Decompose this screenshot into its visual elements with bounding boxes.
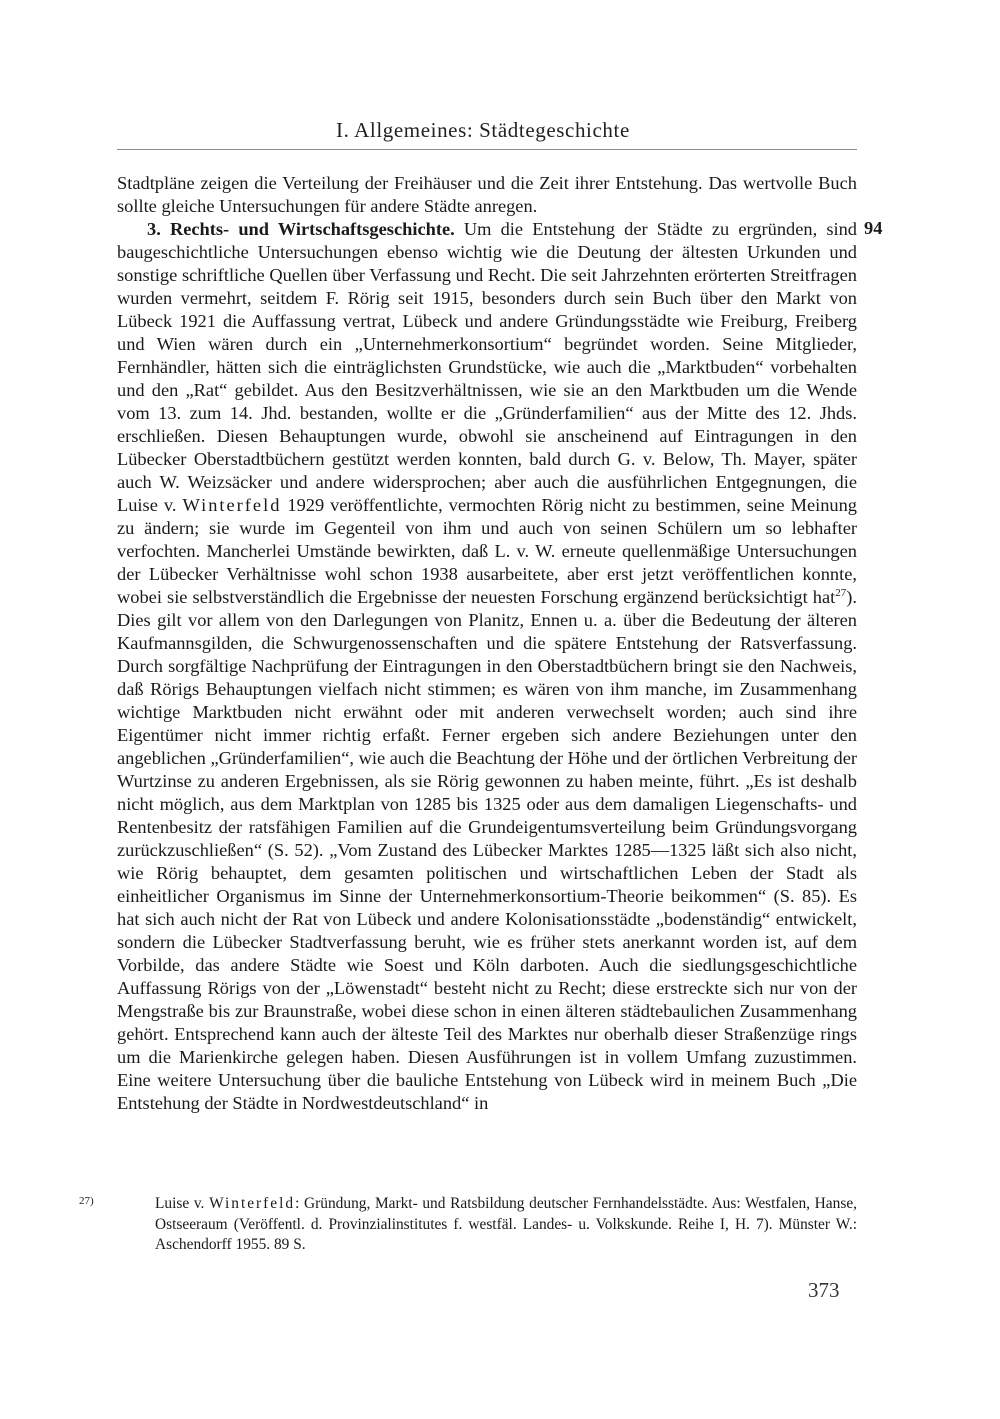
margin-number: 94 (864, 218, 883, 238)
footnote-entry (79, 1194, 857, 1256)
footnote-reference[interactable]: 27 (835, 586, 847, 599)
paragraph-2-part-a: Um die Entstehung der Städte zu ergründen, sind baugeschichtliche Untersuchungen ebenso wichtig wie die Deutung der ältesten Urkunden und sonstige schriftliche Quellen über Verfassung und Recht. Die seit Jahrzehnten erörterten Streitfragen wurden vermehrt, seitdem F. Rörig seit 1915, besonders durch sein Buch über den Markt von Lübeck 1921 die Auffassung vertrat, Lübeck und andere Gründungsstädte wie Freiburg, Freiberg und Wien wären durch ein „Unternehmerkonsortium“ begründet worden. Seine Mitglieder, Fernhändler, hätten sich die einträglichsten Grundstücke, wie auch die „Marktbuden“ vorbehalten und den „Rat“ gebildet. Aus den Besitzverhältnissen, wie sie an den Marktbuden um die Wende vom 13. zum 14. Jhd. bestanden, wollte er die „Gründerfamilien“ aus der Mitte des 12. Jhds. erschließen. Diesen Behauptungen wurde, obwohl sie anscheinend auf Eintragungen in den Lübecker Oberstadtbüchern gestützt werden konnten, bald durch G. v. Below, Th. Mayer, später auch W. Weizsäcker und andere widersprochen; aber auch die ausführlichen Entgegnungen, die Luise v. (117, 219, 857, 515)
header-rule (117, 149, 857, 150)
paragraph-1: Stadtpläne zeigen die Verteilung der Freihäuser und die Zeit ihrer Entstehung. Das wertvolle Buch sollte gleiche Untersuchungen für andere Städte anregen. (117, 173, 857, 216)
footnote-marker: 27) (79, 1195, 94, 1207)
body-text (117, 172, 857, 1115)
footnote-text-a: Luise v. (155, 1195, 210, 1212)
footnote-text-b: : Gründung, Markt- und Ratsbildung deutscher Fernhandelsstädte. Aus: Westfalen, Hanse, Ostseeraum (Veröffentl. d. Provinzialinstitutes f. westfäl. Landes- u. Volkskunde. Reihe I, H. 7). Münster W.: Aschendorff 1955. 89 S. (155, 1195, 857, 1253)
footnote (79, 1194, 857, 1256)
running-head: I. Allgemeines: Städtegeschichte (336, 118, 630, 142)
spaced-author-name: Winterfeld (182, 495, 282, 515)
paragraph-2-part-c: ). Dies gilt vor allem von den Darlegungen von Planitz, Ennen u. a. über die Bedeutung der älteren Kaufmannsgilden, die Schwurgenossenschaften und die spätere Entstehung der Ratsverfassung. Durch sorgfältige Nachprüfung der Eintragungen in den Oberstadtbüchern bringt sie den Nachweis, daß Rörigs Behauptungen vielfach nicht stimmen; es wären von ihm manche, im Zusammenhang wichtige Marktbuden nicht erwähnt oder mit anderen verwechselt worden; auch sind ihre Eigentümer nicht immer richtig erfaßt. Ferner ergeben sich andere Beziehungen unter den angeblichen „Gründerfamilien“, wie auch die Beachtung der Höhe und der örtlichen Verbreitung der Wurtzinse zu anderen Ergebnissen, als sie Rörig gewonnen zu haben meinte, führt. „Es ist deshalb nicht möglich, aus dem Marktplan von 1285 bis 1325 oder aus dem damaligen Liegenschafts- und Rentenbesitz der ratsfähigen Familien auf die Grundeigentumsverteilung beim Gründungsvorgang zurückzuschließen“ (S. 52). „Vom Zustand des Lübecker Marktes 1285—1325 läßt sich also nicht, wie Rörig behauptet, dem gesamten politischen und wirtschaftlichen Leben der Stadt als einheitlicher Organismus im Sinne der Unternehmerkonsortium-Theorie beikommen“ (S. 85). Es hat sich auch nicht der Rat von Lübeck und andere Kolonisationsstädte „bodenständig“ entwickelt, sondern die Lübecker Stadtverfassung beruht, wie es früher stets anerkannt worden ist, auf dem Vorbilde, das andere Städte wie Soest und Köln darboten. Auch die siedlungsgeschichtliche Auffassung Rörigs von der „Löwenstadt“ besteht nicht zu Recht; diese erstreckte sich nur von der Mengstraße bis zur Braunstraße, wobei diese schon in einen älteren städtebaulichen Zusammenhang gehört. Entsprechend kann auch der älteste Teil des Marktes nur oberhalb dieser Straßenzüge rings um die Marienkirche gelegen haben. Diesen Ausführungen ist in vollem Umfang zuzustimmen. Eine weitere Untersuchung über die bauliche Entstehung von Lübeck wird in meinem Buch „Die Entstehung der Städte in Nordwestdeutschland“ in (117, 587, 857, 1113)
page-number: 373 (808, 1278, 840, 1302)
paragraph-2-part-b: 1929 veröffentlichte, vermochten Rörig nicht zu bestimmen, seine Meinung zu ändern; sie wurde im Gegenteil von ihm und auch von seinen Schülern um so lebhafter verfochten. Mancherlei Umstände bewirkten, daß L. v. W. erneute quellenmäßige Untersuchungen der Lübecker Verhältnisse wohl schon 1938 ausarbeitete, aber erst jetzt veröffentlichen konnte, wobei sie selbstverständlich die Ergebnisse der neuesten Forschung ergänzend berücksichtigt hat (117, 495, 857, 607)
section-title: 3. Rechts- und Wirtschaftsgeschichte. (147, 219, 455, 239)
footnote-spaced-name: Winterfeld (209, 1195, 296, 1212)
paragraph-2 (117, 218, 857, 1115)
